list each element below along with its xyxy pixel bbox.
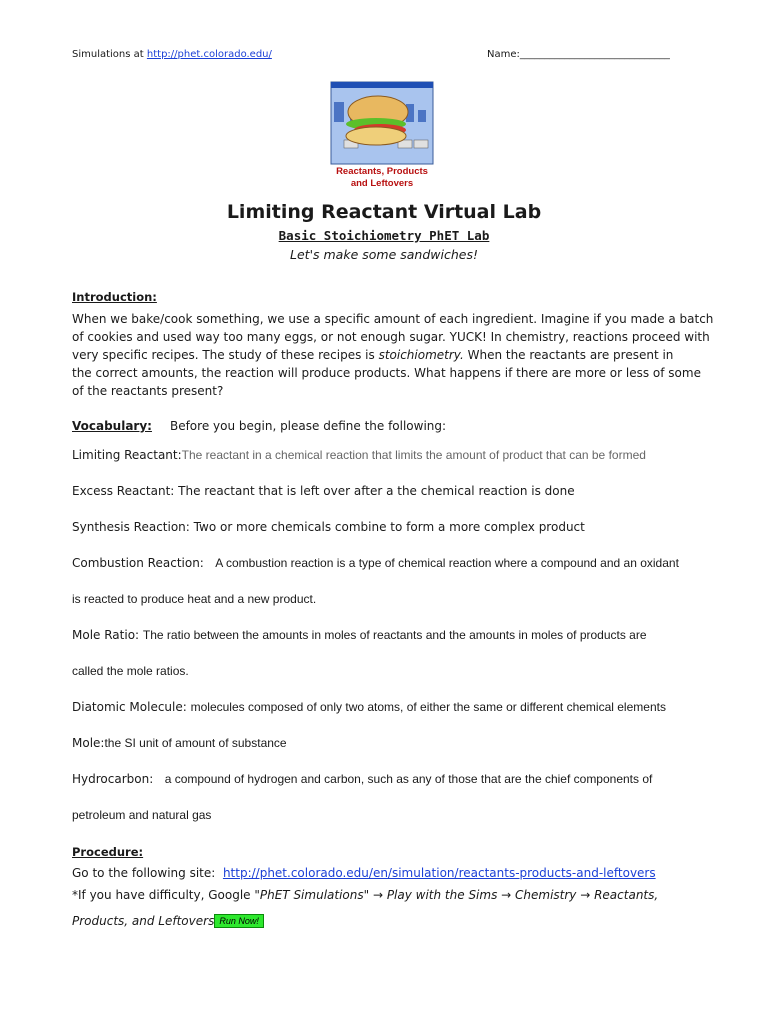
procedure-goto-text: Go to the following site:	[72, 866, 223, 880]
vocab-term: Synthesis Reaction:	[72, 520, 194, 534]
vocab-definition-cont: petroleum and natural gas	[72, 808, 212, 822]
vocab-instruction: Before you begin, please define the following:	[169, 419, 447, 433]
procedure-goto-line	[72, 864, 656, 882]
vocab-definition: The reactant in a chemical reaction that limits the amount of product that can be formed	[181, 448, 646, 462]
vocab-definition: a compound of hydrogen and carbon, such as any of those that are the chief components of	[164, 772, 653, 786]
page-tagline: Let's make some sandwiches!	[290, 247, 478, 262]
vocab-item-mole-ratio	[72, 628, 647, 642]
vocab-term: Limiting Reactant:	[72, 448, 182, 462]
page-title: Limiting Reactant Virtual Lab	[226, 201, 542, 223]
vocab-item-excess-reactant	[72, 484, 575, 498]
run-now-button[interactable]: Run Now!	[214, 914, 264, 928]
page-subtitle: Basic Stoichiometry PhET Lab	[278, 228, 490, 243]
vocab-definition: The reactant that is left over after a the chemical reaction is done	[178, 484, 575, 498]
difficulty-path: PhET Simulations" → Play with the Sims → Chemistry → Reactants,	[259, 888, 659, 902]
logo-caption-line1: Reactants, Products	[336, 166, 428, 177]
sim-logo-image	[326, 80, 438, 192]
intro-line-3b: When the reactants are present in	[463, 348, 674, 362]
vocab-term: Diatomic Molecule:	[72, 700, 191, 714]
vocab-term: Excess Reactant:	[72, 484, 179, 498]
intro-line-2: of cookies and used way too many eggs, or not enough sugar. YUCK! In chemistry, reactions proceed with	[72, 330, 710, 344]
vocab-header	[72, 419, 446, 433]
vocab-item-diatomic	[72, 700, 666, 714]
vocab-item-limiting-reactant	[72, 448, 646, 462]
intro-line-4: the correct amounts, the reaction will produce products. What happens if there are more or less of some	[72, 366, 701, 380]
intro-stoichiometry: stoichiometry.	[378, 348, 464, 362]
logo-caption-line2: and Leftovers	[350, 178, 414, 189]
procedure-difficulty-line-2	[72, 912, 264, 930]
phet-home-link[interactable]: http://phet.colorado.edu/	[146, 49, 272, 60]
vocab-definition-cont: is reacted to produce heat and a new product.	[72, 592, 317, 606]
sandwich-logo-icon	[326, 80, 438, 192]
intro-line-3a: very specific recipes. The study of these recipes is	[72, 348, 379, 362]
vocab-term: Mole Ratio:	[72, 628, 143, 642]
procedure-heading: Procedure:	[72, 845, 144, 859]
vocab-item-mole	[72, 736, 287, 750]
vocab-term: Combustion Reaction:	[72, 556, 216, 570]
sim-site-line	[72, 49, 272, 60]
vocab-term: Hydrocarbon:	[72, 772, 165, 786]
difficulty-prefix: *If you have difficulty, Google "	[72, 888, 260, 902]
vocab-item-synthesis	[72, 520, 585, 534]
name-field-label: Name:______________________________	[487, 49, 670, 60]
difficulty-path-cont: Products, and Leftovers	[72, 914, 215, 928]
procedure-difficulty-line	[72, 886, 658, 904]
intro-line-1: When we bake/cook something, we use a specific amount of each ingredient. Imagine if you made a batch	[72, 312, 714, 326]
vocab-item-combustion	[72, 556, 679, 570]
intro-line-5: of the reactants present?	[72, 384, 224, 398]
vocab-definition: Two or more chemicals combine to form a more complex product	[193, 520, 585, 534]
sim-site-prefix: Simulations at	[72, 49, 147, 60]
vocab-heading: Vocabulary:	[72, 419, 152, 433]
vocab-item-hydrocarbon	[72, 772, 652, 786]
vocab-definition: A combustion reaction is a type of chemical reaction where a compound and an oxidant	[215, 556, 679, 570]
intro-heading: Introduction:	[72, 290, 157, 304]
vocab-definition: The ratio between the amounts in moles of reactants and the amounts in moles of products are	[142, 628, 647, 642]
procedure-sim-link[interactable]: http://phet.colorado.edu/en/simulation/reactants-products-and-leftovers	[222, 866, 656, 880]
vocab-definition-cont: called the mole ratios.	[72, 664, 189, 678]
vocab-definition: molecules composed of only two atoms, of either the same or different chemical elements	[190, 700, 666, 714]
vocab-term: Mole:	[72, 736, 105, 750]
vocab-definition: the SI unit of amount of substance	[104, 736, 287, 750]
intro-line-3	[72, 346, 673, 364]
